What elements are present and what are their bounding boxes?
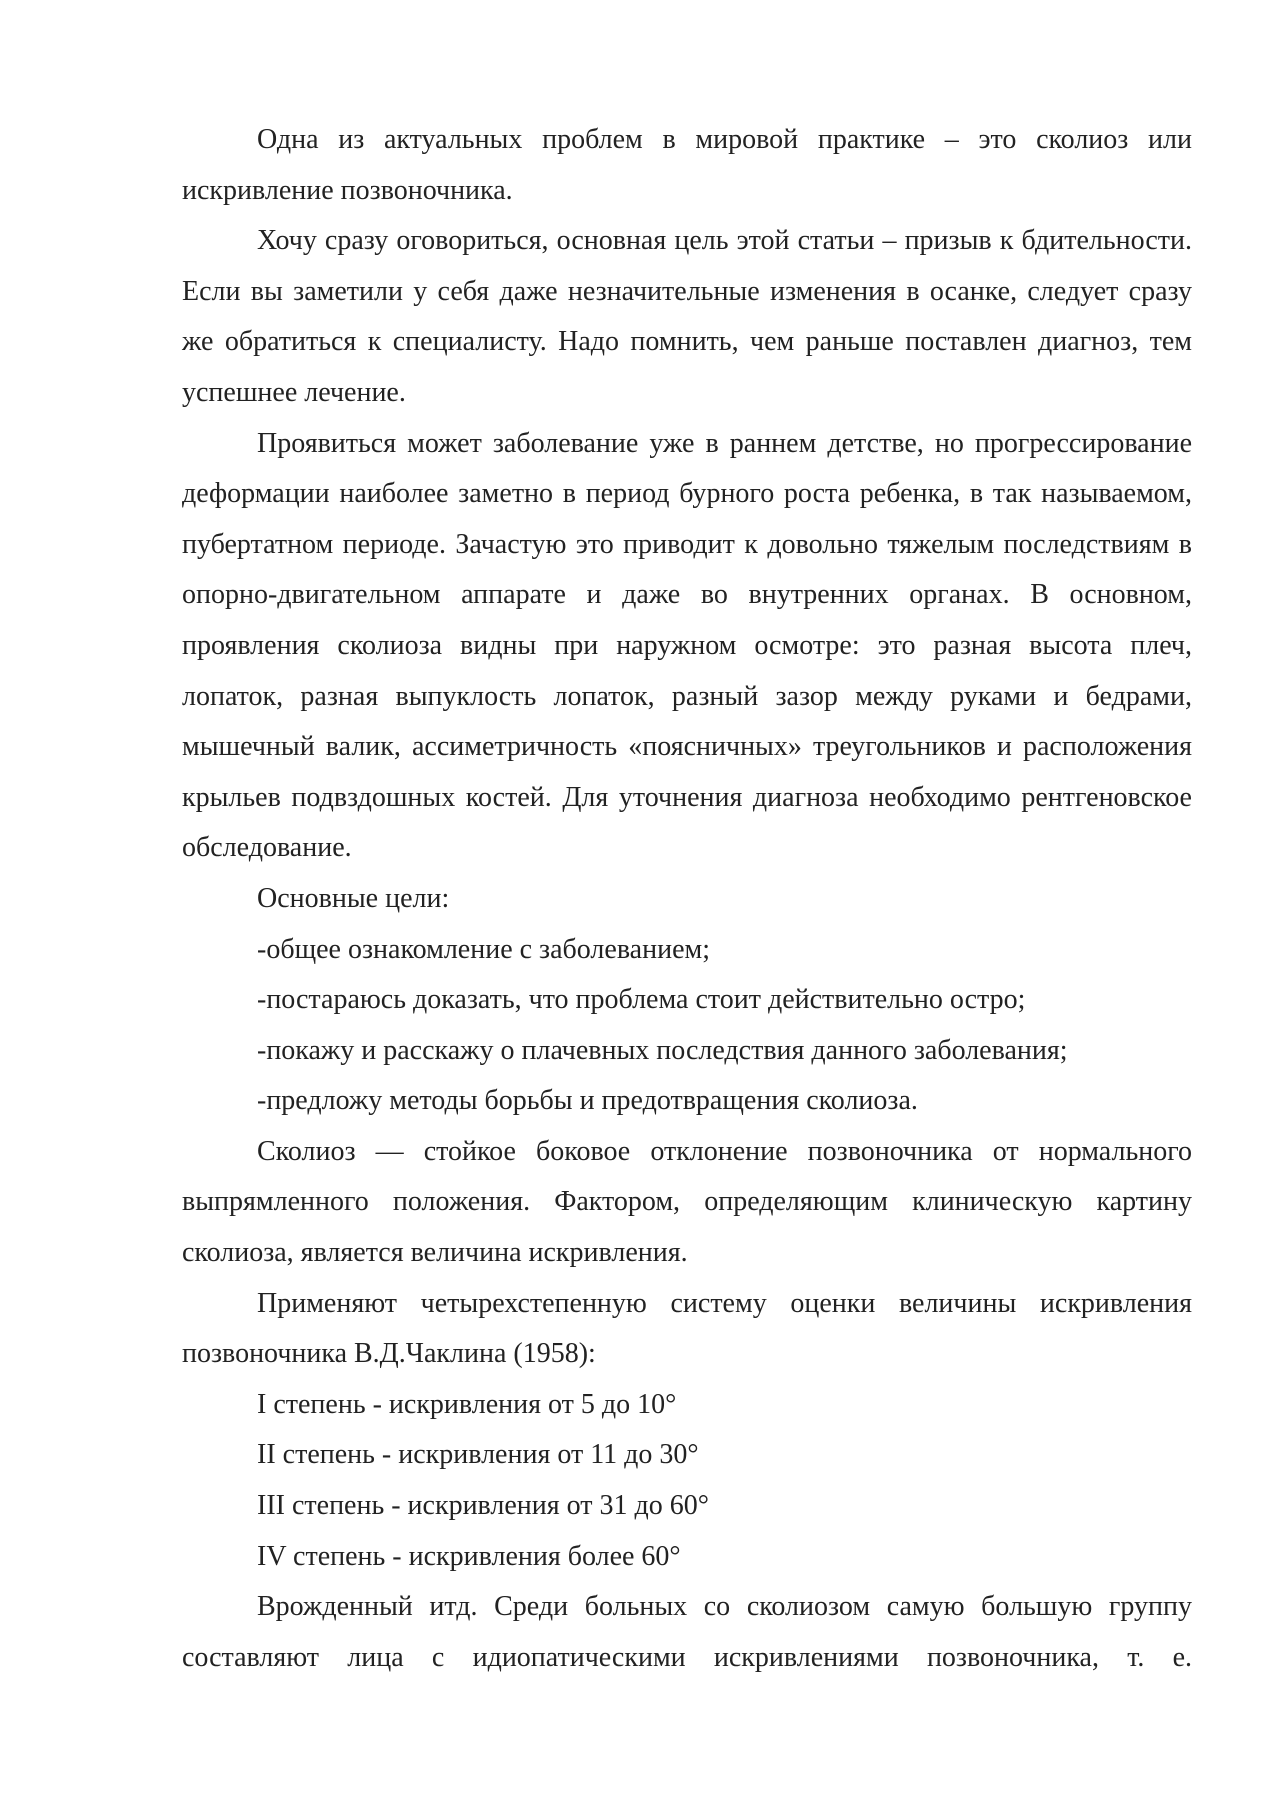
goal-item: -постараюсь доказать, что проблема стоит действительно остро; [257, 984, 1026, 1016]
goal-item: -покажу и расскажу о плачевных последствия данного заболевания; [257, 1034, 1068, 1066]
degree-item: IV степень - искривления более 60° [257, 1540, 681, 1572]
paragraph-final: Врожденный итд. Среди больных со сколиозом самую большую группу составляют лица с идиопатическими искривлениями позвоночника, т. е. [182, 1591, 1192, 1673]
paragraph-intro: Одна из актуальных проблем в мировой практике – это сколиоз или искривление позвоночника. [182, 124, 1192, 206]
degree-item: III степень - искривления от 31 до 60° [257, 1490, 709, 1522]
degree-item: I степень - искривления от 5 до 10° [257, 1388, 677, 1420]
goal-item: -общее ознакомление с заболеванием; [257, 933, 710, 965]
degree-item: II степень - искривления от 11 до 30° [257, 1439, 699, 1471]
goals-heading: Основные цели: [257, 882, 450, 914]
paragraph-symptoms: Проявиться может заболевание уже в раннем детстве, но прогрессирование деформации наиболее заметно в период бурного роста ребенка, в так называемом, пубертатном периоде. Зачастую это приводит к довольно тяжелым последствиям в опорно-двигательном аппарате и даже во внутренних органах. В основном, проявления сколиоза видны при наружном осмотре: это разная высота плеч, лопаток, разная выпуклость лопаток, разный зазор между руками и бедрами, мышечный валик, ассиметричность «поясничных» треугольников и расположения крыльев подвздошных костей. Для уточнения диагноза необходимо рентгеновское обследование. [182, 427, 1192, 864]
paragraph-definition: Сколиоз — стойкое боковое отклонение позвоночника от нормального выпрямленного положения. Фактором, определяющим клиническую картину сколиоза, является величина искривления. [182, 1135, 1192, 1269]
goal-item: -предложу методы борьбы и предотвращения сколиоза. [257, 1085, 918, 1117]
paragraph-purpose: Хочу сразу оговориться, основная цель этой статьи – призыв к бдительности. Если вы заметили у себя даже незначительные изменения в осанке, следует сразу же обратиться к специалисту. Надо помнить, чем раньше поставлен диагноз, тем успешнее лечение. [182, 225, 1192, 408]
paragraph-classification: Применяют четырехстепенную систему оценки величины искривления позвоночника В.Д.Чаклина (1958): [182, 1287, 1192, 1370]
document-body [182, 115, 1192, 1683]
